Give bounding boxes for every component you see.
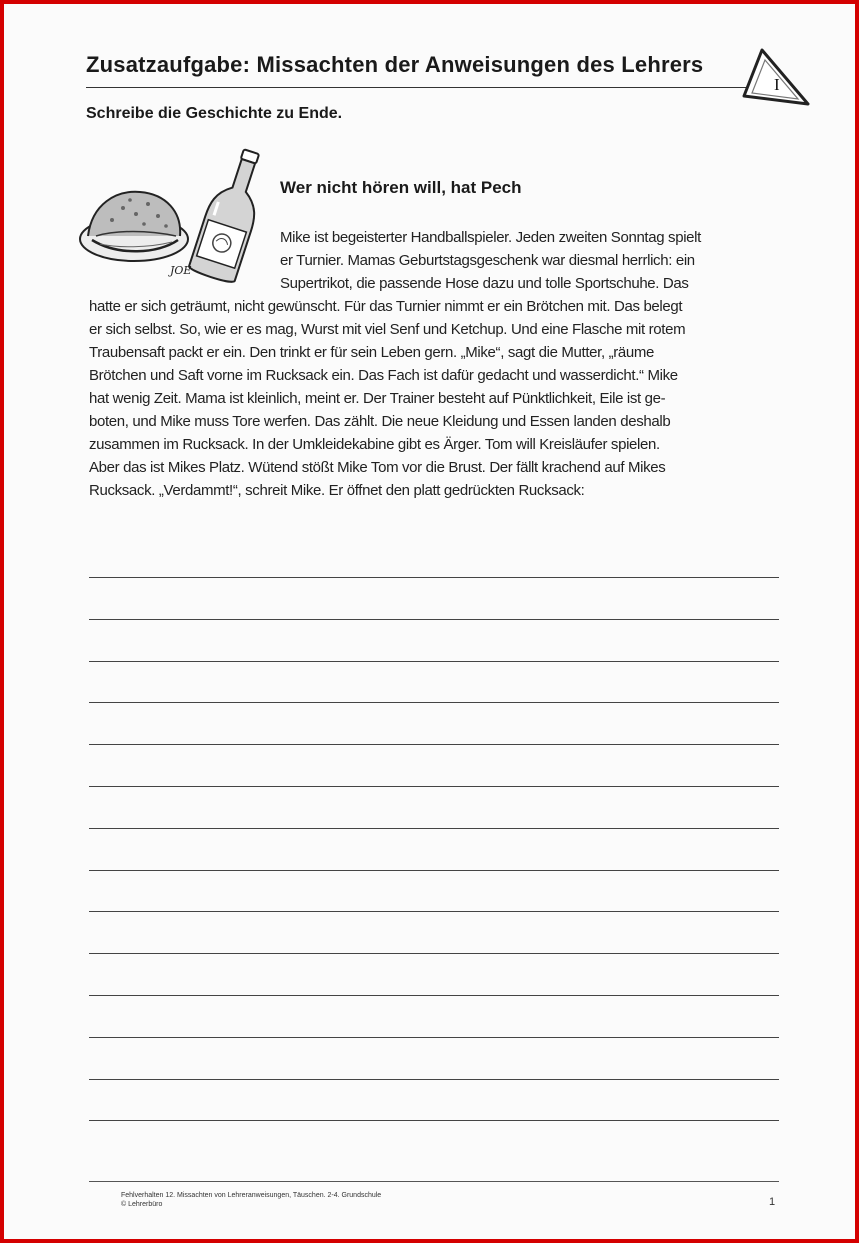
footer-credits <box>121 1191 381 1209</box>
writing-line[interactable] <box>89 786 779 787</box>
task-instruction: Schreibe die Geschichte zu Ende. <box>86 105 343 122</box>
story-line: hat wenig Zeit. Mama ist kleinlich, meint er. Der Trainer besteht auf Pünktlichkeit, Eile ist ge- <box>89 390 666 407</box>
writing-line[interactable] <box>89 619 779 620</box>
writing-line[interactable] <box>89 995 779 996</box>
story-line: er sich selbst. So, wie er es mag, Wurst mit viel Senf und Ketchup. Und eine Flasche mit rotem <box>89 321 686 338</box>
writing-line[interactable] <box>89 744 779 745</box>
writing-line[interactable] <box>89 953 779 954</box>
story-line: Rucksack. „Verdammt!“, schreit Mike. Er öffnet den platt gedrückten Rucksack: <box>89 482 585 499</box>
story-line: hatte er sich geträumt, nicht gewünscht. Für das Turnier nimmt er ein Brötchen mit. Das belegt <box>89 298 683 315</box>
writing-line[interactable] <box>89 1079 779 1080</box>
writing-line[interactable] <box>89 1037 779 1038</box>
story-line: zusammen im Rucksack. In der Umkleidekabine gibt es Ärger. Tom will Kreisläufer spielen. <box>89 436 660 453</box>
bread-roll-icon <box>80 192 188 261</box>
footer-copyright: © Lehrerbüro <box>121 1201 163 1208</box>
writing-line[interactable] <box>89 828 779 829</box>
writing-line[interactable] <box>89 661 779 662</box>
title-underline <box>86 87 786 88</box>
story-line: Aber das ist Mikes Platz. Wütend stößt Mike Tom vor die Brust. Der fällt krachend auf Mikes <box>89 459 666 476</box>
footer-rule <box>89 1181 779 1182</box>
bottle-icon <box>188 144 274 284</box>
footer-source: Fehlverhalten 12. Missachten von Lehreranweisungen, Täuschen. 2-4. Grundschule <box>121 1192 382 1199</box>
level-badge-label: I <box>774 75 780 94</box>
story-line: Supertrikot, die passende Hose dazu und tolle Sportschuhe. Das <box>280 275 689 292</box>
roll-and-bottle-illustration <box>78 144 274 284</box>
page-title: Zusatzaufgabe: Missachten der Anweisungen des Lehrers <box>86 52 704 77</box>
story-line: Brötchen und Saft vorne im Rucksack ein. Das Fach ist dafür gedacht und wasserdicht.“ Mike <box>89 367 678 384</box>
writing-line[interactable] <box>89 911 779 912</box>
story-title: Wer nicht hören will, hat Pech <box>280 178 522 197</box>
story-line: boten, und Mike muss Tore werfen. Das zählt. Die neue Kleidung und Essen landen deshalb <box>89 413 671 430</box>
writing-line[interactable] <box>89 702 779 703</box>
artist-signature: JOE <box>170 264 192 277</box>
writing-line[interactable] <box>89 870 779 871</box>
level-triangle-icon <box>740 46 812 112</box>
writing-line[interactable] <box>89 577 779 578</box>
story-line: Traubensaft packt er ein. Den trinkt er für sein Leben gern. „Mike“, sagt die Mutter, „räume <box>89 344 655 361</box>
story-line: Mike ist begeisterter Handballspieler. Jeden zweiten Sonntag spielt <box>280 229 701 246</box>
story-line: er Turnier. Mamas Geburtstagsgeschenk war diesmal herrlich: ein <box>280 252 695 269</box>
writing-line[interactable] <box>89 1120 779 1121</box>
page-number: 1 <box>769 1196 776 1208</box>
